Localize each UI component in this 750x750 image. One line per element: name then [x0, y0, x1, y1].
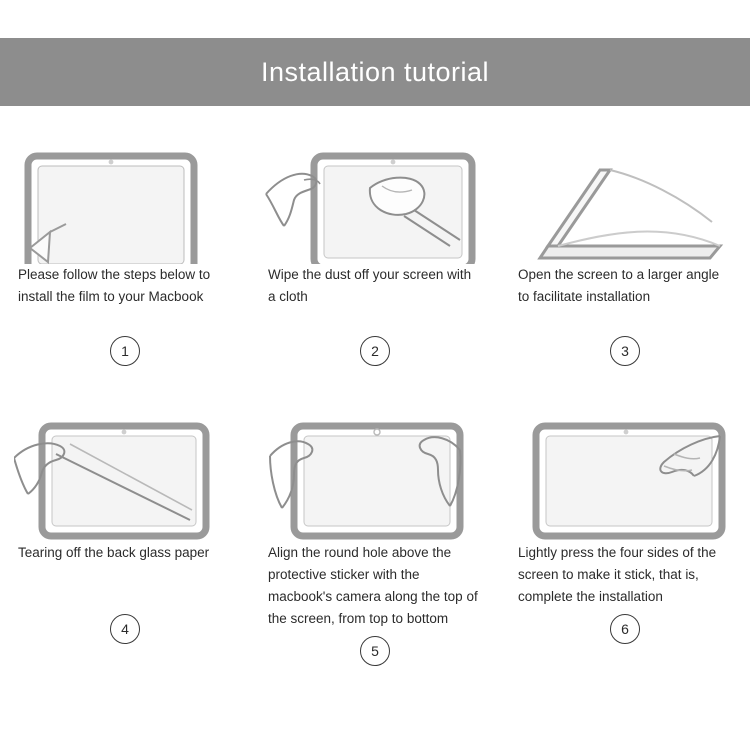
steps-row-1 — [0, 118, 750, 396]
step-5-badge-wrap — [264, 630, 486, 696]
step-number-badge-2: 2 — [360, 336, 390, 366]
page-title: Installation tutorial — [260, 56, 490, 87]
step-6-badge-wrap — [514, 608, 736, 696]
step-1-caption: Please follow the steps below to install the film to your Macbook — [18, 267, 211, 304]
step-2-caption: Wipe the dust off your screen with a cloth — [268, 267, 472, 304]
step-4-illustration — [14, 414, 236, 542]
step-5-caption: Align the round hole above the protective sticker with the macbook's camera along the top of the screen, from top to bottom — [268, 545, 478, 626]
step-2-badge-wrap — [264, 330, 486, 396]
step-card-5 — [250, 396, 500, 696]
step-number-badge-6: 6 — [610, 614, 640, 644]
step-card-3 — [500, 118, 750, 396]
step-3-badge-wrap — [514, 330, 736, 396]
step-3-illustration — [514, 136, 736, 264]
step-3-caption: Open the screen to a larger angle to facilitate installation — [518, 267, 720, 304]
step-number-badge-3: 3 — [610, 336, 640, 366]
step-2-illustration — [264, 136, 486, 264]
step-4-caption: Tearing off the back glass paper — [18, 545, 210, 560]
step-card-4 — [0, 396, 250, 696]
step-card-2 — [250, 118, 500, 396]
header-banner — [0, 38, 750, 106]
step-5-illustration — [264, 414, 486, 542]
footer-spacer — [0, 722, 750, 750]
steps-grid — [0, 118, 750, 696]
step-1-badge-wrap — [14, 330, 236, 396]
step-6-illustration — [514, 414, 736, 542]
step-number-badge-5: 5 — [360, 636, 390, 666]
step-card-1 — [0, 118, 250, 396]
step-4-badge-wrap — [14, 608, 236, 696]
steps-row-2 — [0, 396, 750, 696]
step-6-caption: Lightly press the four sides of the screen to make it stick, that is, complete the installation — [518, 545, 717, 604]
step-number-badge-1: 1 — [110, 336, 140, 366]
step-1-illustration — [14, 136, 236, 264]
step-card-6 — [500, 396, 750, 696]
step-number-badge-4: 4 — [110, 614, 140, 644]
